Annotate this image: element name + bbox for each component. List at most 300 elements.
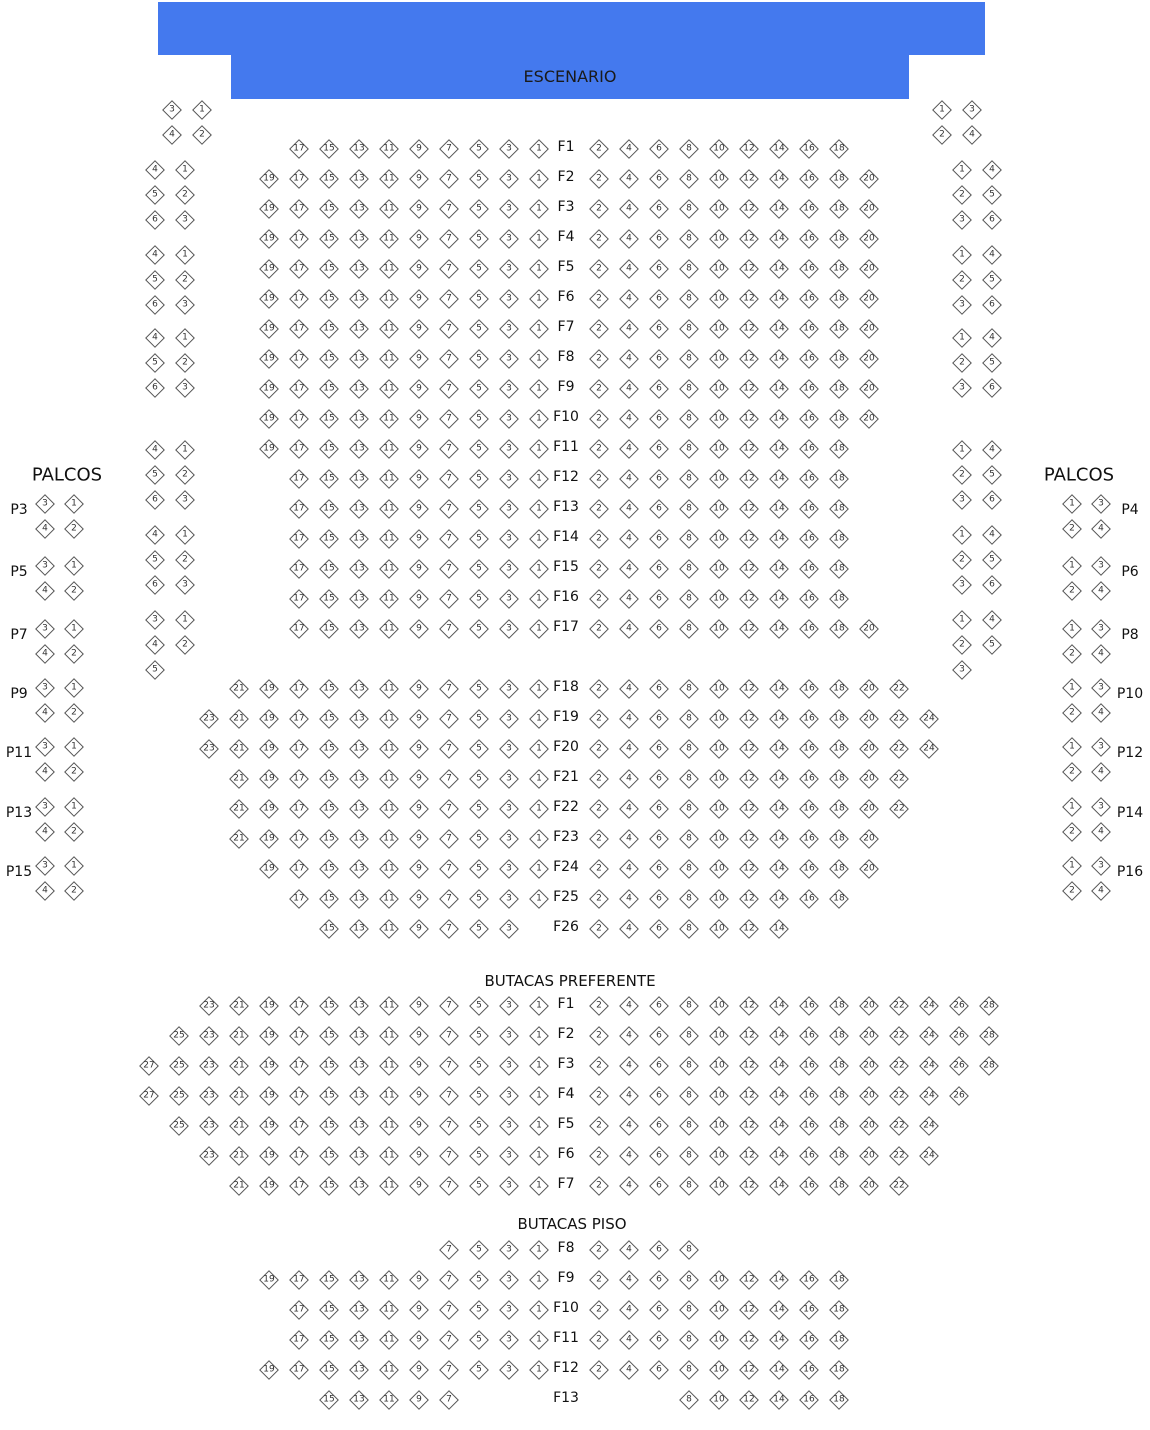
seat[interactable] <box>499 439 519 459</box>
seat[interactable] <box>679 259 699 279</box>
seat[interactable] <box>649 996 669 1016</box>
seat[interactable] <box>319 319 339 339</box>
seat[interactable] <box>589 289 609 309</box>
seat[interactable] <box>529 1270 549 1290</box>
seat[interactable] <box>289 589 309 609</box>
seat[interactable] <box>769 679 789 699</box>
seat[interactable] <box>529 739 549 759</box>
seat[interactable] <box>859 679 879 699</box>
seat[interactable] <box>799 996 819 1016</box>
seat[interactable] <box>499 1240 519 1260</box>
side-seat[interactable] <box>982 575 1002 595</box>
seat[interactable] <box>679 1300 699 1320</box>
seat[interactable] <box>709 919 729 939</box>
seat[interactable] <box>799 559 819 579</box>
seat[interactable] <box>589 1240 609 1260</box>
seat[interactable] <box>469 169 489 189</box>
seat[interactable] <box>619 259 639 279</box>
seat[interactable] <box>529 889 549 909</box>
seat[interactable] <box>259 319 279 339</box>
seat[interactable] <box>349 679 369 699</box>
seat[interactable] <box>379 499 399 519</box>
side-seat[interactable] <box>952 610 972 630</box>
seat[interactable] <box>289 439 309 459</box>
seat[interactable] <box>589 349 609 369</box>
seat[interactable] <box>259 1270 279 1290</box>
seat[interactable] <box>319 829 339 849</box>
seat[interactable] <box>649 1056 669 1076</box>
seat[interactable] <box>289 349 309 369</box>
seat[interactable] <box>259 709 279 729</box>
seat[interactable] <box>859 229 879 249</box>
box-seat[interactable] <box>1062 762 1082 782</box>
seat[interactable] <box>619 619 639 639</box>
seat[interactable] <box>619 919 639 939</box>
seat[interactable] <box>589 1086 609 1106</box>
seat[interactable] <box>469 1330 489 1350</box>
seat[interactable] <box>739 1026 759 1046</box>
seat[interactable] <box>379 199 399 219</box>
seat[interactable] <box>529 1360 549 1380</box>
box-seat[interactable] <box>64 856 84 876</box>
seat[interactable] <box>199 1146 219 1166</box>
seat[interactable] <box>409 169 429 189</box>
seat[interactable] <box>619 859 639 879</box>
side-seat[interactable] <box>962 125 982 145</box>
seat[interactable] <box>199 1026 219 1046</box>
seat[interactable] <box>499 169 519 189</box>
seat[interactable] <box>799 199 819 219</box>
seat[interactable] <box>169 1026 189 1046</box>
seat[interactable] <box>679 1056 699 1076</box>
seat[interactable] <box>259 829 279 849</box>
seat[interactable] <box>469 529 489 549</box>
seat[interactable] <box>229 769 249 789</box>
seat[interactable] <box>379 1146 399 1166</box>
seat[interactable] <box>649 1360 669 1380</box>
box-seat[interactable] <box>1091 703 1111 723</box>
seat[interactable] <box>229 1086 249 1106</box>
seat[interactable] <box>259 289 279 309</box>
seat[interactable] <box>859 349 879 369</box>
seat[interactable] <box>679 996 699 1016</box>
seat[interactable] <box>769 859 789 879</box>
seat[interactable] <box>679 229 699 249</box>
seat[interactable] <box>439 229 459 249</box>
seat[interactable] <box>769 1330 789 1350</box>
seat[interactable] <box>679 439 699 459</box>
seat[interactable] <box>529 409 549 429</box>
seat[interactable] <box>379 1360 399 1380</box>
seat[interactable] <box>709 1056 729 1076</box>
seat[interactable] <box>829 996 849 1016</box>
seat[interactable] <box>709 1390 729 1410</box>
seat[interactable] <box>529 499 549 519</box>
seat[interactable] <box>769 589 789 609</box>
side-seat[interactable] <box>952 245 972 265</box>
seat[interactable] <box>709 199 729 219</box>
seat[interactable] <box>709 409 729 429</box>
seat[interactable] <box>589 379 609 399</box>
seat[interactable] <box>649 409 669 429</box>
seat[interactable] <box>589 769 609 789</box>
seat[interactable] <box>649 139 669 159</box>
seat[interactable] <box>709 889 729 909</box>
seat[interactable] <box>709 1086 729 1106</box>
seat[interactable] <box>739 229 759 249</box>
seat[interactable] <box>319 919 339 939</box>
side-seat[interactable] <box>982 185 1002 205</box>
seat[interactable] <box>349 859 369 879</box>
seat[interactable] <box>739 1300 759 1320</box>
seat[interactable] <box>799 1116 819 1136</box>
seat[interactable] <box>769 1116 789 1136</box>
seat[interactable] <box>739 1086 759 1106</box>
seat[interactable] <box>259 1116 279 1136</box>
seat[interactable] <box>439 799 459 819</box>
seat[interactable] <box>379 469 399 489</box>
box-seat[interactable] <box>64 797 84 817</box>
seat[interactable] <box>259 1086 279 1106</box>
box-seat[interactable] <box>1091 556 1111 576</box>
seat[interactable] <box>739 859 759 879</box>
seat[interactable] <box>709 1360 729 1380</box>
seat[interactable] <box>739 169 759 189</box>
seat[interactable] <box>349 169 369 189</box>
side-seat[interactable] <box>145 465 165 485</box>
seat[interactable] <box>589 559 609 579</box>
seat[interactable] <box>769 619 789 639</box>
seat[interactable] <box>709 1330 729 1350</box>
seat[interactable] <box>649 169 669 189</box>
seat[interactable] <box>859 1146 879 1166</box>
seat[interactable] <box>529 199 549 219</box>
seat[interactable] <box>259 1026 279 1046</box>
seat[interactable] <box>259 379 279 399</box>
seat[interactable] <box>739 379 759 399</box>
side-seat[interactable] <box>175 635 195 655</box>
seat[interactable] <box>649 559 669 579</box>
seat[interactable] <box>289 259 309 279</box>
seat[interactable] <box>529 996 549 1016</box>
seat[interactable] <box>619 679 639 699</box>
seat[interactable] <box>439 1086 459 1106</box>
side-seat[interactable] <box>982 525 1002 545</box>
box-seat[interactable] <box>64 822 84 842</box>
seat[interactable] <box>769 1270 789 1290</box>
box-seat[interactable] <box>35 678 55 698</box>
seat[interactable] <box>409 679 429 699</box>
seat[interactable] <box>349 829 369 849</box>
seat[interactable] <box>379 259 399 279</box>
seat[interactable] <box>769 709 789 729</box>
seat[interactable] <box>739 1390 759 1410</box>
box-seat[interactable] <box>64 762 84 782</box>
seat[interactable] <box>529 439 549 459</box>
seat[interactable] <box>589 619 609 639</box>
side-seat[interactable] <box>982 160 1002 180</box>
side-seat[interactable] <box>145 610 165 630</box>
seat[interactable] <box>799 739 819 759</box>
seat[interactable] <box>289 319 309 339</box>
seat[interactable] <box>469 229 489 249</box>
side-seat[interactable] <box>952 160 972 180</box>
seat[interactable] <box>799 859 819 879</box>
seat[interactable] <box>469 469 489 489</box>
seat[interactable] <box>409 1360 429 1380</box>
seat[interactable] <box>649 919 669 939</box>
seat[interactable] <box>379 1026 399 1046</box>
seat[interactable] <box>349 499 369 519</box>
seat[interactable] <box>679 709 699 729</box>
seat[interactable] <box>289 1026 309 1046</box>
seat[interactable] <box>649 289 669 309</box>
seat[interactable] <box>829 589 849 609</box>
box-seat[interactable] <box>35 494 55 514</box>
seat[interactable] <box>649 1116 669 1136</box>
seat[interactable] <box>709 469 729 489</box>
seat[interactable] <box>649 199 669 219</box>
seat[interactable] <box>679 139 699 159</box>
seat[interactable] <box>379 379 399 399</box>
seat[interactable] <box>469 139 489 159</box>
seat[interactable] <box>649 439 669 459</box>
seat[interactable] <box>319 1360 339 1380</box>
seat[interactable] <box>769 259 789 279</box>
seat[interactable] <box>619 1240 639 1260</box>
seat[interactable] <box>799 1330 819 1350</box>
seat[interactable] <box>229 829 249 849</box>
seat[interactable] <box>469 349 489 369</box>
seat[interactable] <box>589 709 609 729</box>
side-seat[interactable] <box>175 610 195 630</box>
seat[interactable] <box>709 259 729 279</box>
seat[interactable] <box>649 349 669 369</box>
box-seat[interactable] <box>1091 762 1111 782</box>
seat[interactable] <box>889 1146 909 1166</box>
seat[interactable] <box>619 709 639 729</box>
seat[interactable] <box>799 1390 819 1410</box>
seat[interactable] <box>769 1086 789 1106</box>
box-seat[interactable] <box>1091 678 1111 698</box>
seat[interactable] <box>679 859 699 879</box>
seat[interactable] <box>349 229 369 249</box>
seat[interactable] <box>499 1300 519 1320</box>
seat[interactable] <box>319 1330 339 1350</box>
seat[interactable] <box>829 499 849 519</box>
seat[interactable] <box>319 139 339 159</box>
side-seat[interactable] <box>145 160 165 180</box>
seat[interactable] <box>769 829 789 849</box>
seat[interactable] <box>319 859 339 879</box>
seat[interactable] <box>469 679 489 699</box>
seat[interactable] <box>529 289 549 309</box>
seat[interactable] <box>379 1270 399 1290</box>
seat[interactable] <box>769 499 789 519</box>
side-seat[interactable] <box>952 575 972 595</box>
side-seat[interactable] <box>145 185 165 205</box>
seat[interactable] <box>679 1240 699 1260</box>
box-seat[interactable] <box>1091 737 1111 757</box>
seat[interactable] <box>829 349 849 369</box>
side-seat[interactable] <box>962 100 982 120</box>
seat[interactable] <box>619 829 639 849</box>
seat[interactable] <box>739 1330 759 1350</box>
seat[interactable] <box>499 1026 519 1046</box>
seat[interactable] <box>739 469 759 489</box>
box-seat[interactable] <box>1062 619 1082 639</box>
seat[interactable] <box>409 589 429 609</box>
seat[interactable] <box>529 1086 549 1106</box>
side-seat[interactable] <box>952 328 972 348</box>
seat[interactable] <box>199 1056 219 1076</box>
seat[interactable] <box>439 889 459 909</box>
seat[interactable] <box>439 469 459 489</box>
seat[interactable] <box>799 679 819 699</box>
seat[interactable] <box>289 469 309 489</box>
seat[interactable] <box>529 1146 549 1166</box>
box-seat[interactable] <box>64 619 84 639</box>
seat[interactable] <box>709 1146 729 1166</box>
seat[interactable] <box>649 379 669 399</box>
seat[interactable] <box>379 319 399 339</box>
seat[interactable] <box>799 439 819 459</box>
seat[interactable] <box>289 529 309 549</box>
seat[interactable] <box>829 1360 849 1380</box>
box-seat[interactable] <box>1062 797 1082 817</box>
seat[interactable] <box>379 169 399 189</box>
seat[interactable] <box>529 139 549 159</box>
seat[interactable] <box>709 1300 729 1320</box>
seat[interactable] <box>799 1300 819 1320</box>
side-seat[interactable] <box>145 635 165 655</box>
seat[interactable] <box>439 349 459 369</box>
seat[interactable] <box>289 1330 309 1350</box>
seat[interactable] <box>649 679 669 699</box>
side-seat[interactable] <box>145 353 165 373</box>
side-seat[interactable] <box>145 270 165 290</box>
seat[interactable] <box>859 1176 879 1196</box>
seat[interactable] <box>379 1390 399 1410</box>
seat[interactable] <box>829 709 849 729</box>
side-seat[interactable] <box>145 210 165 230</box>
seat[interactable] <box>259 739 279 759</box>
side-seat[interactable] <box>952 525 972 545</box>
seat[interactable] <box>679 1146 699 1166</box>
box-seat[interactable] <box>1091 494 1111 514</box>
seat[interactable] <box>499 499 519 519</box>
seat[interactable] <box>289 559 309 579</box>
side-seat[interactable] <box>952 210 972 230</box>
seat[interactable] <box>499 679 519 699</box>
seat[interactable] <box>379 619 399 639</box>
seat[interactable] <box>319 799 339 819</box>
seat[interactable] <box>319 1146 339 1166</box>
seat[interactable] <box>289 1086 309 1106</box>
seat[interactable] <box>829 769 849 789</box>
seat[interactable] <box>499 559 519 579</box>
seat[interactable] <box>409 409 429 429</box>
seat[interactable] <box>439 1300 459 1320</box>
seat[interactable] <box>439 1056 459 1076</box>
seat[interactable] <box>499 1176 519 1196</box>
seat[interactable] <box>229 1176 249 1196</box>
seat[interactable] <box>829 619 849 639</box>
box-seat[interactable] <box>64 881 84 901</box>
seat[interactable] <box>319 469 339 489</box>
seat[interactable] <box>529 229 549 249</box>
seat[interactable] <box>349 409 369 429</box>
seat[interactable] <box>919 739 939 759</box>
box-seat[interactable] <box>35 581 55 601</box>
seat[interactable] <box>829 559 849 579</box>
seat[interactable] <box>589 259 609 279</box>
seat[interactable] <box>889 1056 909 1076</box>
seat[interactable] <box>829 1330 849 1350</box>
seat[interactable] <box>679 349 699 369</box>
seat[interactable] <box>319 619 339 639</box>
seat[interactable] <box>349 1270 369 1290</box>
seat[interactable] <box>319 1116 339 1136</box>
seat[interactable] <box>409 529 429 549</box>
seat[interactable] <box>619 889 639 909</box>
seat[interactable] <box>289 1116 309 1136</box>
seat[interactable] <box>379 439 399 459</box>
seat[interactable] <box>949 996 969 1016</box>
seat[interactable] <box>349 799 369 819</box>
seat[interactable] <box>739 349 759 369</box>
seat[interactable] <box>529 799 549 819</box>
seat[interactable] <box>349 589 369 609</box>
side-seat[interactable] <box>145 550 165 570</box>
box-seat[interactable] <box>35 519 55 539</box>
seat[interactable] <box>379 996 399 1016</box>
seat[interactable] <box>469 709 489 729</box>
seat[interactable] <box>829 829 849 849</box>
seat[interactable] <box>739 499 759 519</box>
seat[interactable] <box>349 1116 369 1136</box>
seat[interactable] <box>829 469 849 489</box>
seat[interactable] <box>409 1176 429 1196</box>
seat[interactable] <box>709 709 729 729</box>
seat[interactable] <box>769 799 789 819</box>
seat[interactable] <box>409 919 429 939</box>
side-seat[interactable] <box>952 378 972 398</box>
seat[interactable] <box>679 1360 699 1380</box>
seat[interactable] <box>709 829 729 849</box>
seat[interactable] <box>619 559 639 579</box>
seat[interactable] <box>619 1176 639 1196</box>
seat[interactable] <box>409 619 429 639</box>
seat[interactable] <box>439 1390 459 1410</box>
seat[interactable] <box>769 199 789 219</box>
box-seat[interactable] <box>35 644 55 664</box>
seat[interactable] <box>769 169 789 189</box>
seat[interactable] <box>469 769 489 789</box>
seat[interactable] <box>709 1176 729 1196</box>
side-seat[interactable] <box>982 440 1002 460</box>
seat[interactable] <box>589 1026 609 1046</box>
seat[interactable] <box>469 829 489 849</box>
seat[interactable] <box>529 859 549 879</box>
seat[interactable] <box>859 409 879 429</box>
seat[interactable] <box>289 139 309 159</box>
seat[interactable] <box>469 919 489 939</box>
seat[interactable] <box>229 1116 249 1136</box>
seat[interactable] <box>499 319 519 339</box>
seat[interactable] <box>379 889 399 909</box>
seat[interactable] <box>529 1026 549 1046</box>
